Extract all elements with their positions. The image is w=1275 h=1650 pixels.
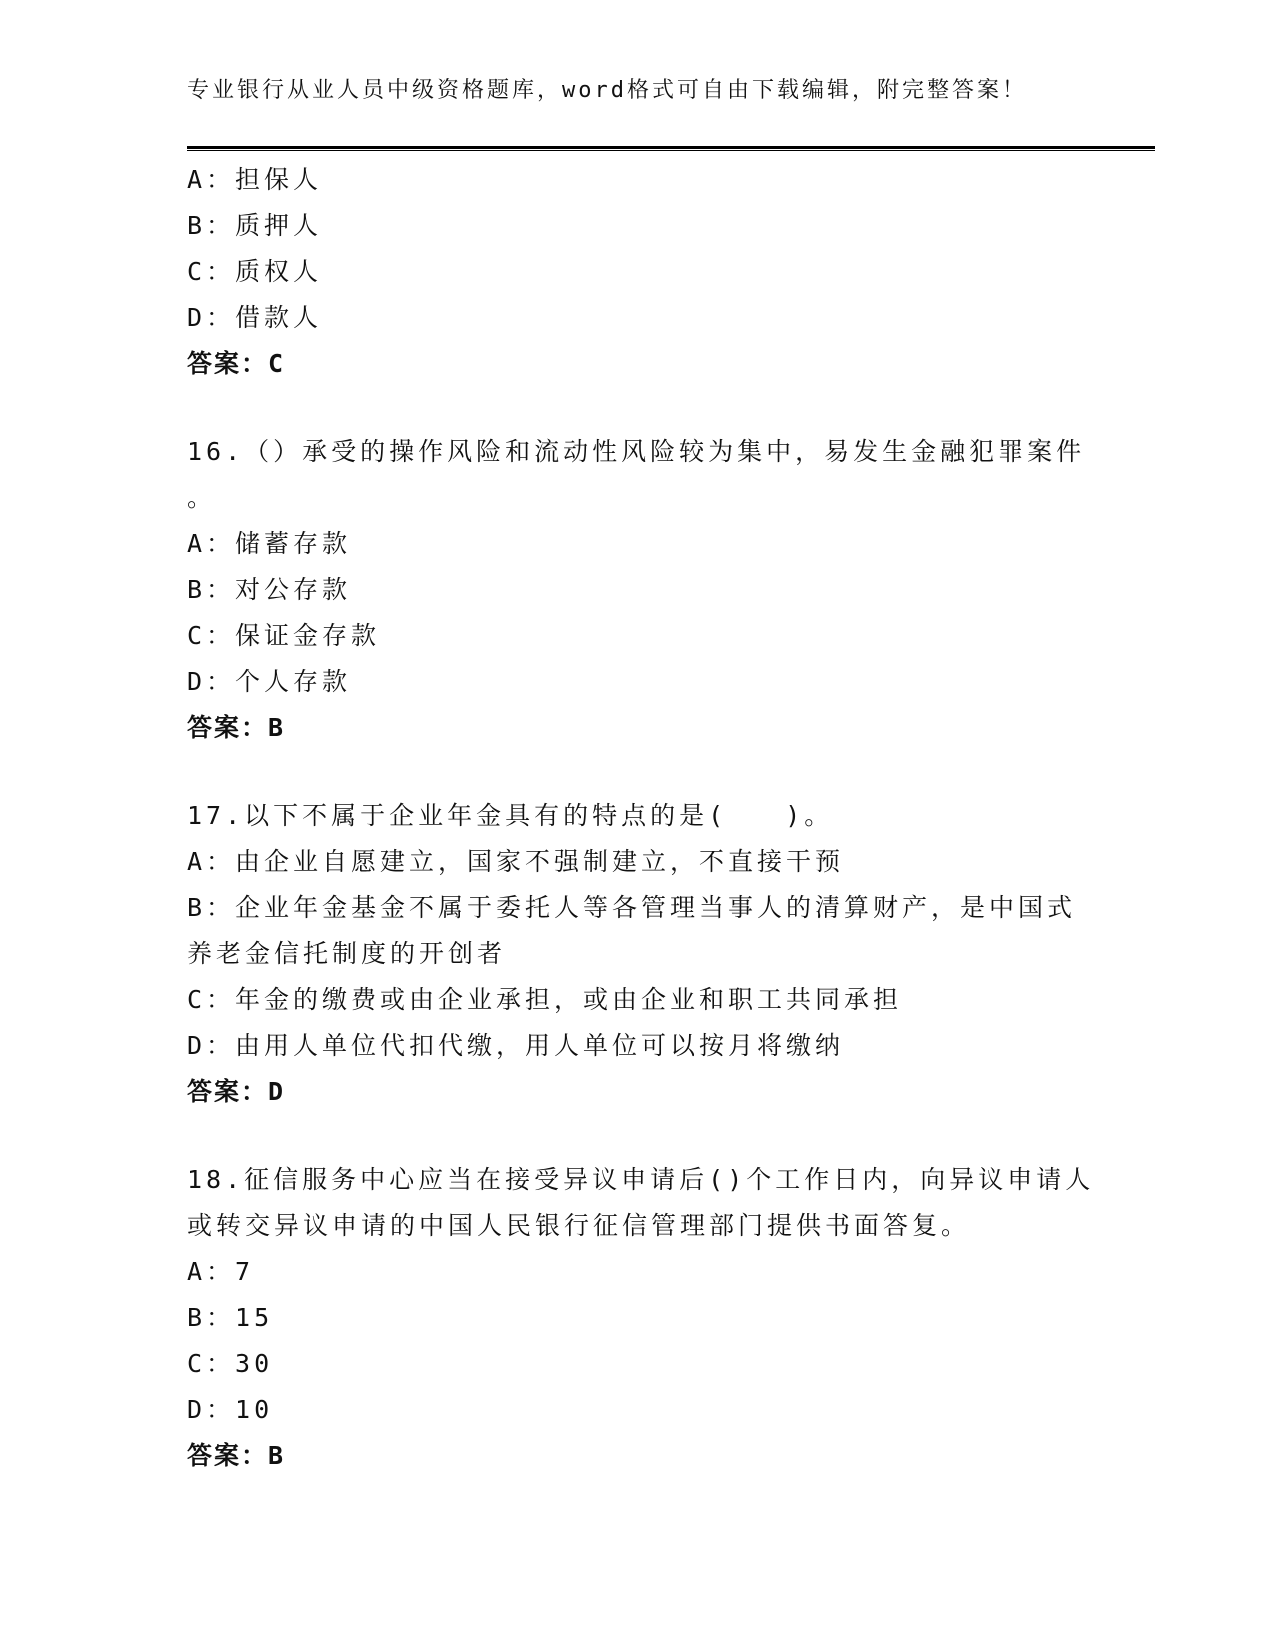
option-c: C：年金的缴费或由企业承担，或由企业和职工共同承担	[187, 985, 903, 1014]
spacer	[187, 1115, 1087, 1157]
question-18	[187, 1157, 1095, 1479]
option-c: C：保证金存款	[187, 621, 381, 650]
spacer	[187, 387, 1087, 429]
question-stem-continued: 或转交异议申请的中国人民银行征信管理部门提供书面答复。	[187, 1211, 971, 1240]
question-16	[187, 429, 1087, 751]
answer-label: 答案：B	[187, 1441, 286, 1470]
option-d: D：10	[187, 1395, 274, 1424]
answer-label: 答案：D	[187, 1077, 286, 1106]
option-a: A：储蓄存款	[187, 529, 352, 558]
question-stem: 18.征信服务中心应当在接受异议申请后()个工作日内，向异议申请人	[187, 1165, 1095, 1194]
option-d: D：由用人单位代扣代缴，用人单位可以按月将缴纳	[187, 1031, 845, 1060]
option-a: A：由企业自愿建立，国家不强制建立，不直接干预	[187, 847, 845, 876]
option-d: D：借款人	[187, 303, 323, 332]
question-stem: 17.以下不属于企业年金具有的特点的是( )。	[187, 801, 834, 830]
question-17	[187, 793, 1087, 1115]
question-content	[187, 157, 1095, 1479]
answer-label: 答案：C	[187, 349, 286, 378]
header-divider	[187, 146, 1155, 151]
page-header: 专业银行从业人员中级资格题库，word格式可自由下载编辑，附完整答案！	[187, 78, 1027, 103]
option-b-continued: 养老金信托制度的开创者	[187, 939, 507, 968]
option-b: B：企业年金基金不属于委托人等各管理当事人的清算财产，是中国式	[187, 893, 1077, 922]
option-b: B：质押人	[187, 211, 323, 240]
option-a: A：7	[187, 1257, 255, 1286]
answer-label: 答案：B	[187, 713, 286, 742]
option-c: C：30	[187, 1349, 274, 1378]
question-stem: 16.（）承受的操作风险和流动性风险较为集中，易发生金融犯罪案件	[187, 437, 1086, 466]
question-15	[187, 157, 1087, 387]
option-a: A：担保人	[187, 165, 323, 194]
option-c: C：质权人	[187, 257, 323, 286]
spacer	[187, 751, 1087, 793]
option-b: B：对公存款	[187, 575, 352, 604]
option-b: B：15	[187, 1303, 274, 1332]
option-d: D：个人存款	[187, 667, 352, 696]
question-stem-continued: 。	[187, 483, 217, 512]
